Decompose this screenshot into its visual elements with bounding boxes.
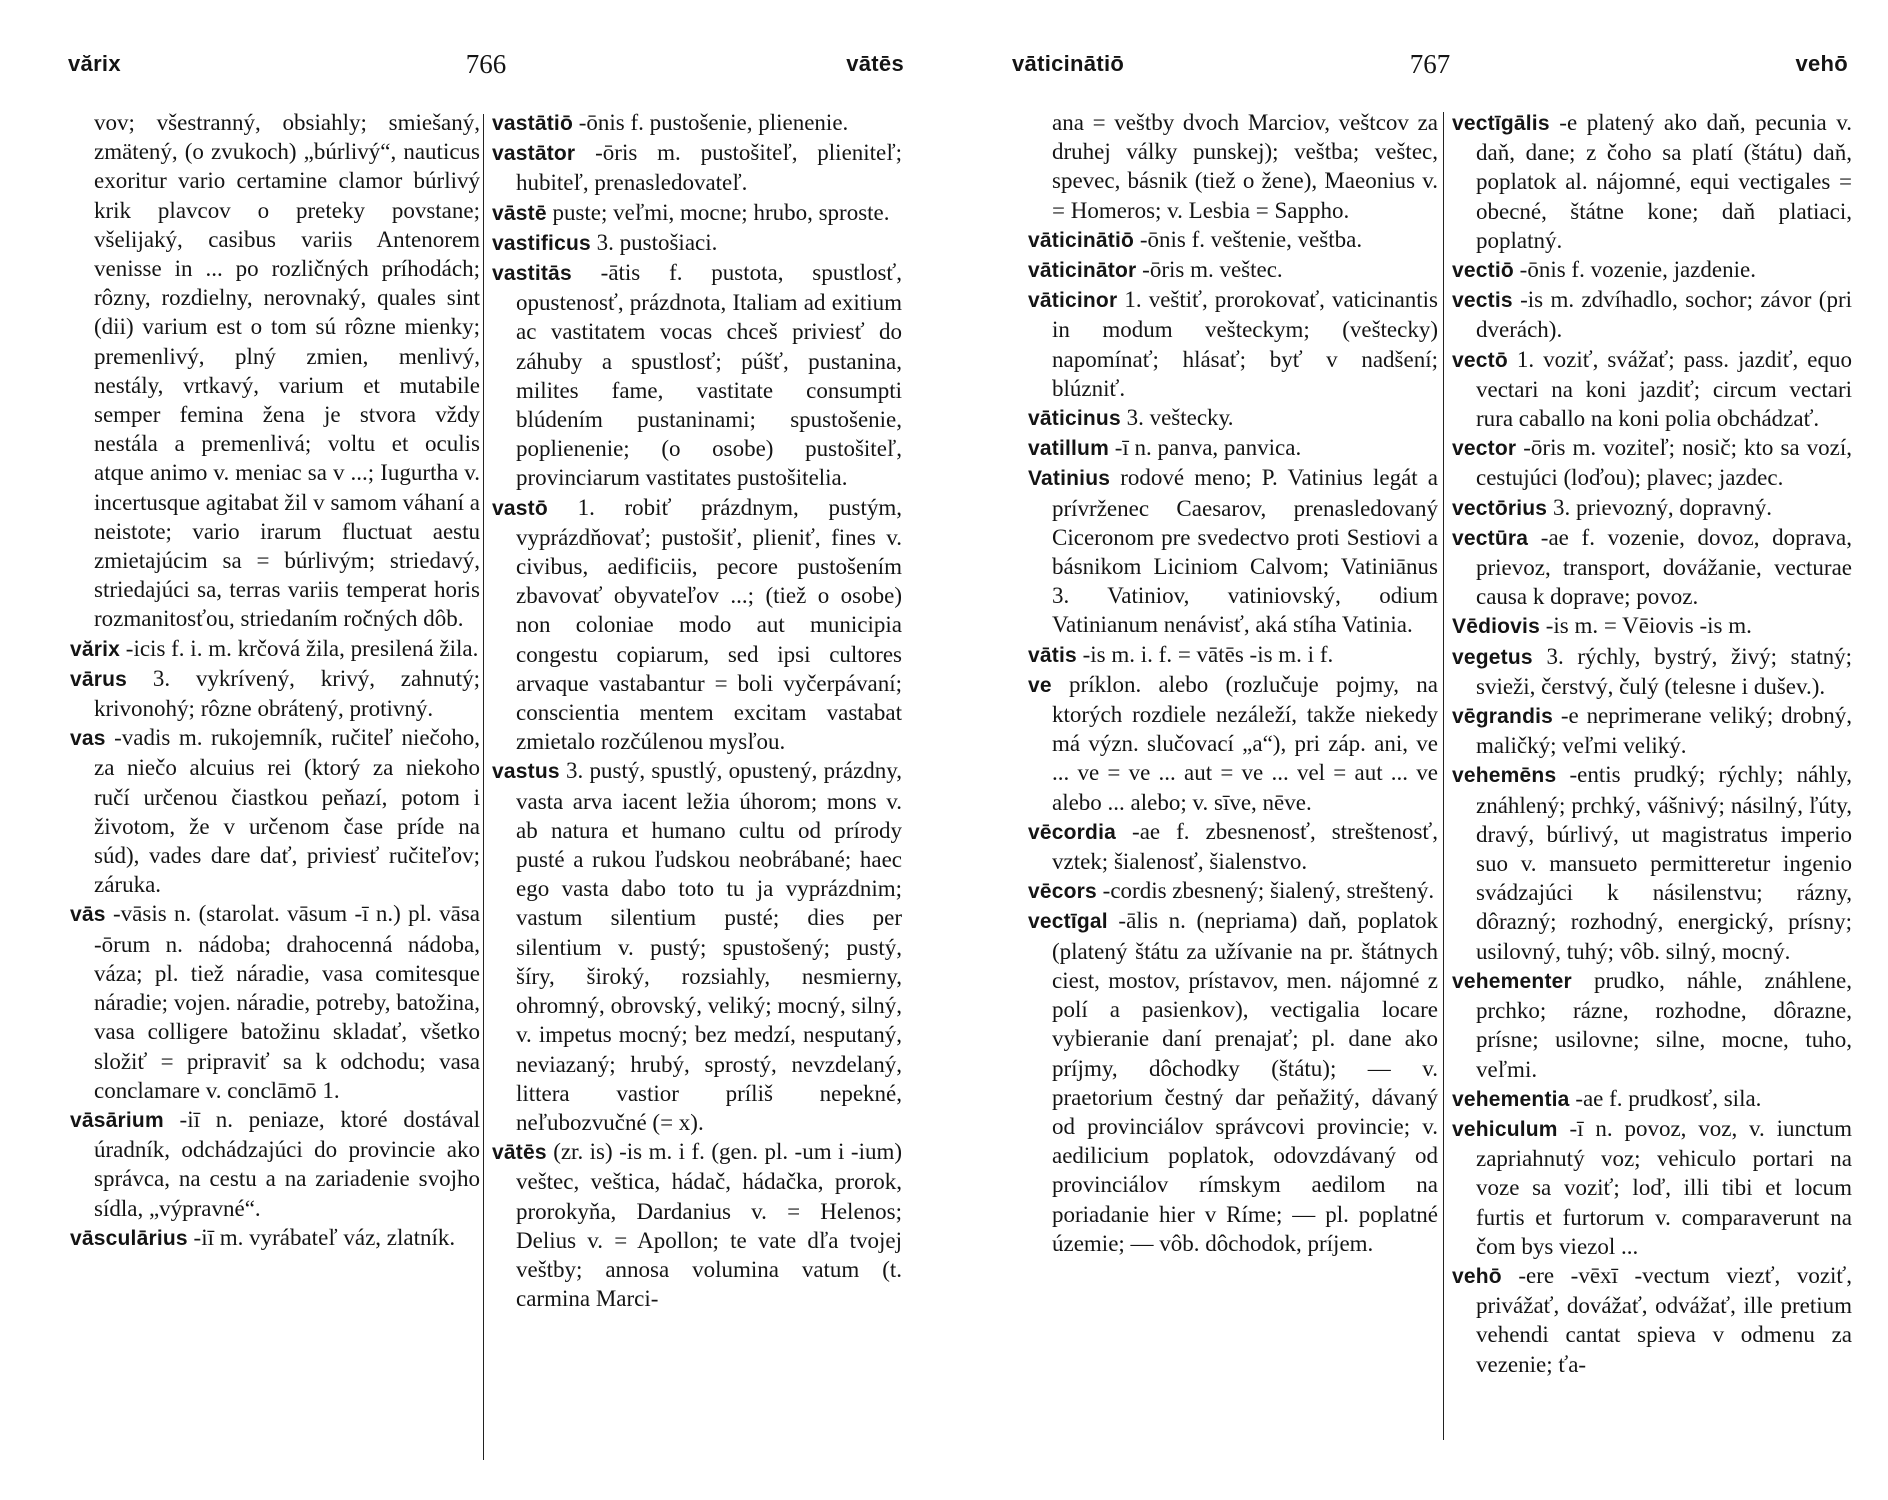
entry-definition: -vāsis n. (starolat. vāsum -ī n.) pl. vāsa -ōrum n. nádoba; drahocenná nádoba, váza; pl. tiež náradie, vasa comitesque náradie; vojen. náradie, potreby, batožina, vasa colligere batožinu skladať, všetko složiť = pripraviť sa k odchodu; vasa conclamare v. conclāmō 1.: [94, 901, 481, 1103]
dictionary-entry: [1452, 345, 1852, 434]
entry-definition: -is m. = Vēiovis -is m.: [1545, 613, 1752, 639]
dictionary-entry: [1452, 611, 1852, 641]
dictionary-entry: [492, 198, 902, 228]
entry-definition: -entis prudký; rýchly; náhly, znáhlený; prchký, vášnivý; násilný, ľúty, dravý, búrlivý, ut magistratus imperio suo v. mansueto permitteretur ingenio svádzajúci k násilenstvu; rázny, dôrazný; rozhodný, energický, prísny; usilovný, tuhý; vôb. silný, mocný.: [1476, 762, 1853, 964]
dictionary-entry: [1452, 1261, 1852, 1379]
right-page-header: [1012, 44, 1848, 84]
entry-headword: vehemēns: [1452, 764, 1557, 788]
entry-headword: vectīgal: [1028, 910, 1108, 934]
entry-definition: -ī n. panva, panvica.: [1114, 435, 1302, 461]
entry-headword: vēcors: [1028, 880, 1097, 904]
right-column-2: [1452, 108, 1852, 1379]
column-divider: [483, 114, 484, 1460]
entry-definition: -e platený ako daň, pecunia v. daň, dane; z čoho sa platí (štátu) daň, poplatok al. nájomné, equi vectigales = obecné, štátne kone; daň platiaci, poplatný.: [1476, 110, 1852, 253]
entry-headword: vărix: [70, 637, 121, 661]
entry-headword: vastātor: [492, 142, 576, 166]
entry-headword: vātis: [1028, 643, 1077, 667]
entry-headword: vāticinus: [1028, 407, 1121, 431]
dictionary-entry: [1452, 433, 1852, 492]
dictionary-entry: [1452, 285, 1852, 344]
entry-definition: -ōris m. pustošiteľ, plieniteľ; hubiteľ, prenasledovateľ.: [516, 140, 902, 196]
entry-definition: 1. robiť prázdnym, pustým, vyprázdňovať; pustošiť, plieniť, fines v. civibus, aedificiis, pecore pustošením zbavovať obyvateľov ...; (tiež o osobe) non coloniae modo aut municipia congestu copiarum, sed ipsi cultores arvaque vastabantur = boli vyčerpávaní; conscientia mentem excitam vastabat zmietalo rozčúlenou mysľou.: [516, 494, 902, 755]
dictionary-entry: [1452, 1114, 1852, 1261]
dictionary-entry: [492, 228, 902, 258]
entry-definition: -ōris m. voziteľ; nosič; kto sa vozí, cestujúci (loďou); plavec; jazdec.: [1476, 435, 1852, 491]
entry-definition: -ōris m. veštec.: [1142, 257, 1283, 283]
dictionary-entry: [492, 493, 902, 757]
entry-headword: vastitās: [492, 262, 572, 286]
dictionary-entry: [1452, 493, 1852, 523]
dictionary-entry: [70, 1223, 480, 1253]
entry-headword: vastus: [492, 760, 560, 784]
entry-definition: -is m. zdvíhadlo, sochor; závor (pri dverách).: [1476, 287, 1852, 343]
dictionary-entry: [70, 723, 480, 899]
entry-definition: 3. prievozný, dopravný.: [1552, 494, 1773, 520]
right-column-1: [1028, 108, 1438, 1258]
entry-headword: vastō: [492, 496, 548, 520]
entry-headword: vegetus: [1452, 645, 1533, 669]
column-divider: [1443, 112, 1444, 1440]
dictionary-entry: [1452, 523, 1852, 612]
entry-definition: 3. pustý, spustlý, opustený, prázdny, vasta arva iacent ležia úhorom; mons v. ab natura et humano cultu od prírody pusté a rukou ľudskou neobrábané; haec ego vasta dabo toto tu ja vyprázdnim; vastum silentium pusté; dies per silentium v. pustý; spustošený; pustý, šíry, široký, rozsiahly, nesmierny, ohromný, obrovský, veliký; mocný, silný, v. impetus mocný; bez medzí, nesputaný, neviazaný; hrubý, sprostý, nevzdelaný, littera vastior príliš nepekné, neľubozvučné (= x).: [516, 758, 903, 1135]
entry-headword: Vēdiovis: [1452, 615, 1540, 639]
entry-headword: vāstē: [492, 201, 547, 225]
dictionary-entry: [1028, 255, 1438, 285]
dictionary-entry: [1028, 876, 1438, 906]
entry-headword: vastificus: [492, 231, 591, 255]
entry-headword: vehementer: [1452, 969, 1572, 993]
entry-headword: vāsculārius: [70, 1226, 188, 1250]
entry-headword: vās: [70, 903, 106, 927]
dictionary-entry: [70, 1105, 480, 1223]
right-page: [944, 0, 1888, 1500]
entry-definition: -vadis m. rukojemník, ručiteľ niečoho, za niečo alcuius rei (ktorý za niekoho ručí určenou čiastkou peňazí, potom i životom, že v určenom čase príde na súd), vades dare dať, priviesť ručiteľov; záruka.: [94, 725, 480, 898]
entry-definition: 3. rýchly, bystrý, živý; statný; svieži, čerstvý, čulý (telesne i dušev.).: [1476, 643, 1852, 699]
entry-headword: vectūra: [1452, 526, 1529, 550]
entry-headword: ve: [1028, 673, 1052, 697]
entry-definition: ana = veštby dvoch Marciov, veštcov za druhej války punskej); veštba; veštec, spevec, básnik (tiež o žene), Maeonius v. = Homeros; v. Lesbia = Sappho.: [1052, 110, 1438, 223]
dictionary-entry: [70, 899, 480, 1104]
entry-definition: príklon. alebo (rozlučuje pojmy, na ktorých rozdiele nezáleží, takže niekedy má význ. slučovací „a“), pri záp. ani, ve ... ve = ve ... aut = ve ... vel = aut ... ve alebo ... alebo; v. sīve, nēve.: [1052, 671, 1439, 815]
entry-definition: -ī n. povoz, voz, v. iunctum zapriahnutý voz; vehiculo portari na voze sa voziť; loď, illi tibi et locum furtis et furtorum v. comparaverunt na čom bys viezol ...: [1476, 1115, 1852, 1259]
dictionary-entry: [1028, 225, 1438, 255]
entry-definition: -ere -vēxī -vectum viezť, voziť, privážať, dovážať, odvážať, ille pretium vehendi cantat spieva v odmenu za vezenie; ťa-: [1476, 1262, 1852, 1377]
entry-headword: vēcordia: [1028, 820, 1116, 844]
entry-definition: -e neprimerane veliký; drobný, maličký; veľmi veliký.: [1476, 703, 1853, 759]
entry-headword: vāticinātor: [1028, 259, 1137, 283]
header-last-word: vehō: [1795, 51, 1848, 76]
dictionary-entry: [1452, 760, 1852, 965]
dictionary-entry: [1452, 255, 1852, 285]
entry-headword: vas: [70, 727, 106, 751]
header-first-word: vărix: [68, 51, 121, 76]
dictionary-entry: [492, 138, 902, 197]
entry-definition: -iī m. vyrábateľ váz, zlatník.: [193, 1224, 456, 1250]
entry-headword: vehementia: [1452, 1087, 1570, 1111]
entry-definition: vov; všestranný, obsiahly; smiešaný, zmätený, (o zvukoch) „búrlivý“, nauticus exoritur vario certamine clamor búrlivý krik plavcov o preteky povstane; všelijaký, casibus variis Antenorem venisse in ... po rozličných príhodách; rôzny, rozdielny, nerovnaký, quales sint (dii) varium est o tom sú rôzne mienky; premenlivý, plný zmien, menlivý, nestály, vrtkavý, varium et mutabile semper femina žena je stvora vždy nestála a premenlivá; voltu et oculis atque animo v. meniac sa v ...; Iugurtha v. incertusque agitabat žil v samom váhaní a neistote; vario irarum fluctuat aestu zmietajúcim sa = búrlivým; striedavý, striedajúci sa, terras variis temperat horis rozmanitosťou, striedaním ročných dôb.: [94, 110, 480, 632]
entry-headword: vāsārium: [70, 1108, 164, 1132]
left-column-2: [492, 108, 902, 1313]
entry-definition: -icis f. i. m. krčová žila, presilená žila.: [125, 635, 479, 661]
dictionary-entry: [492, 258, 902, 493]
entry-continuation: [1028, 108, 1438, 225]
entry-definition: -ōnis f. pustošenie, plienenie.: [578, 110, 849, 135]
dictionary-entry: [1028, 433, 1438, 463]
dictionary-entry: [1028, 817, 1438, 876]
entry-headword: vectō: [1452, 348, 1508, 372]
entry-definition: 3. vešteckу.: [1126, 405, 1234, 431]
dictionary-entry: [1028, 403, 1438, 433]
entry-headword: vectīgālis: [1452, 112, 1550, 135]
dictionary-entry: [70, 664, 480, 723]
entry-definition: (zr. is) -is m. i f. (gen. pl. -um i -ium) veštec, veštica, hádač, hádačka, prorok, prorokyňa, Dardanius v. = Helenos; Delius v. = Apollon; te vate dľa tvojej veštby; annosa volumina vatum (t. carmina Marci-: [516, 1139, 903, 1312]
entry-definition: -is m. i. f. = vātēs -is m. i f.: [1082, 641, 1334, 667]
dictionary-entry: [1028, 906, 1438, 1257]
entry-headword: vehiculum: [1452, 1117, 1558, 1141]
left-column-1: [70, 108, 480, 1253]
entry-headword: vectōrius: [1452, 496, 1548, 520]
entry-definition: -ae f. prudkosť, sila.: [1575, 1085, 1762, 1111]
entry-definition: -ālis n. (nepriama) daň, poplatok (platený štátu za užívanie na pr. štátnych ciest, mostov, prístavov, men. nájomné z polí a pasienkov), vectigalia locare vybieranie daní prenajať; pl. dane ako príjmy, dôchodky (štátu); — v. praetorium čestný dar peňažitý, dávaný od provinciálov správcovi provincie; v. aedilicium poplatok, odovzdávaný od provinciálov rímskym aedilom na poriadanie hier v Ríme; — pl. poplatné územie; — vôb. dôchodok, príjem.: [1052, 908, 1439, 1256]
dictionary-entry: [492, 756, 902, 1137]
dictionary-entry: [1452, 1084, 1852, 1114]
entry-headword: vatillum: [1028, 437, 1109, 461]
entry-continuation: [70, 108, 480, 634]
dictionary-entry: [492, 1137, 902, 1313]
dictionary-entry: [1452, 966, 1852, 1084]
dictionary-entry: [70, 634, 480, 664]
entry-definition: 3. pustošiaci.: [596, 229, 718, 255]
entry-definition: rodové meno; P. Vatinius legát a prívrženec Caesarov, prenasledovaný Ciceronom pre svedectvo proti Sestiovi a básnikom Liciniom Calvom; Vatiniānus 3. Vatiniov, vatiniovský, odium Vatinianum nenávisť, aká stíha Vatinia.: [1052, 465, 1438, 638]
entry-headword: vectis: [1452, 289, 1513, 313]
page-number: 766: [465, 49, 507, 79]
entry-definition: 1. voziť, svážať; pass. jazdiť, equo vectari na koni jazdiť; circum vectari rura caballo na koni polia obchádzať.: [1476, 346, 1853, 432]
entry-headword: vectiō: [1452, 259, 1514, 283]
entry-definition: puste; veľmi, mocne; hrubo, sproste.: [552, 199, 890, 225]
entry-definition: -ae f. zbesnenosť, streštenosť, vztek; šialenosť, šialenstvo.: [1052, 818, 1439, 875]
dictionary-entry: [1452, 642, 1852, 701]
left-page-header: [68, 44, 904, 84]
entry-headword: vector: [1452, 437, 1517, 461]
page-number: 767: [1409, 49, 1451, 79]
entry-definition: -cordis zbesnený; šialený, streštený.: [1102, 878, 1435, 904]
entry-definition: 1. veštiť, prorokovať, vaticinantis in modum vešteckym; (vešteckу) napomínať; hlásať; byť v nadšení; blúzniť.: [1052, 287, 1439, 401]
dictionary-entry: [492, 108, 902, 138]
entry-definition: -ōnis f. vozenie, jazdenie.: [1519, 257, 1756, 283]
header-first-word: vāticinātiō: [1012, 51, 1125, 76]
entry-headword: Vatinius: [1028, 467, 1111, 491]
entry-definition: 3. vykrívený, krivý, zahnutý; krivonohý; rôzne obrátený, protivný.: [94, 665, 480, 722]
entry-headword: vehō: [1452, 1264, 1502, 1288]
entry-headword: vastātiō: [492, 112, 573, 135]
header-last-word: vātēs: [846, 51, 904, 76]
dictionary-entry: [1028, 670, 1438, 817]
dictionary-entry: [1452, 108, 1852, 255]
entry-headword: vārus: [70, 667, 128, 691]
entry-definition: -ātis f. pustota, spustlosť, opustenosť, prázdnota, Italiam ad exitium ac vastitatem vocas chceš priviesť do záhuby a spustlosť; púšť, pustanina, milites fame, vastitate consumpti blúdením pustaninami; spustošenie, poplienenie; (o osobe) pustošiteľ, provinciarum vastitates pustošitelia.: [516, 260, 903, 491]
entry-headword: vēgrandis: [1452, 705, 1554, 729]
entry-headword: vāticinātiō: [1028, 228, 1135, 252]
dictionary-entry: [1452, 701, 1852, 760]
dictionary-entry: [1028, 640, 1438, 670]
dictionary-entry: [1028, 463, 1438, 639]
entry-definition: -iī n. peniaze, ktoré dostával úradník, odchádzajúci do provincie ako správca, na cestu a na zariadenie svojho sídla, „výpravné“.: [94, 1106, 480, 1221]
entry-definition: -ae f. vozenie, dovoz, doprava, prievoz, transport, dovážanie, vecturae causa k doprave; povoz.: [1476, 524, 1852, 610]
entry-headword: vāticinor: [1028, 289, 1118, 313]
entry-headword: vātēs: [492, 1141, 547, 1165]
entry-definition: -ōnis f. veštenie, veštba.: [1139, 226, 1363, 252]
entry-definition: prudko, náhle, znáhlene, prchko; rázne, rozhodne, dôrazne, prísne; usilovne; silne, mocne, tuho, veľmi.: [1476, 967, 1852, 1082]
dictionary-entry: [1028, 285, 1438, 403]
